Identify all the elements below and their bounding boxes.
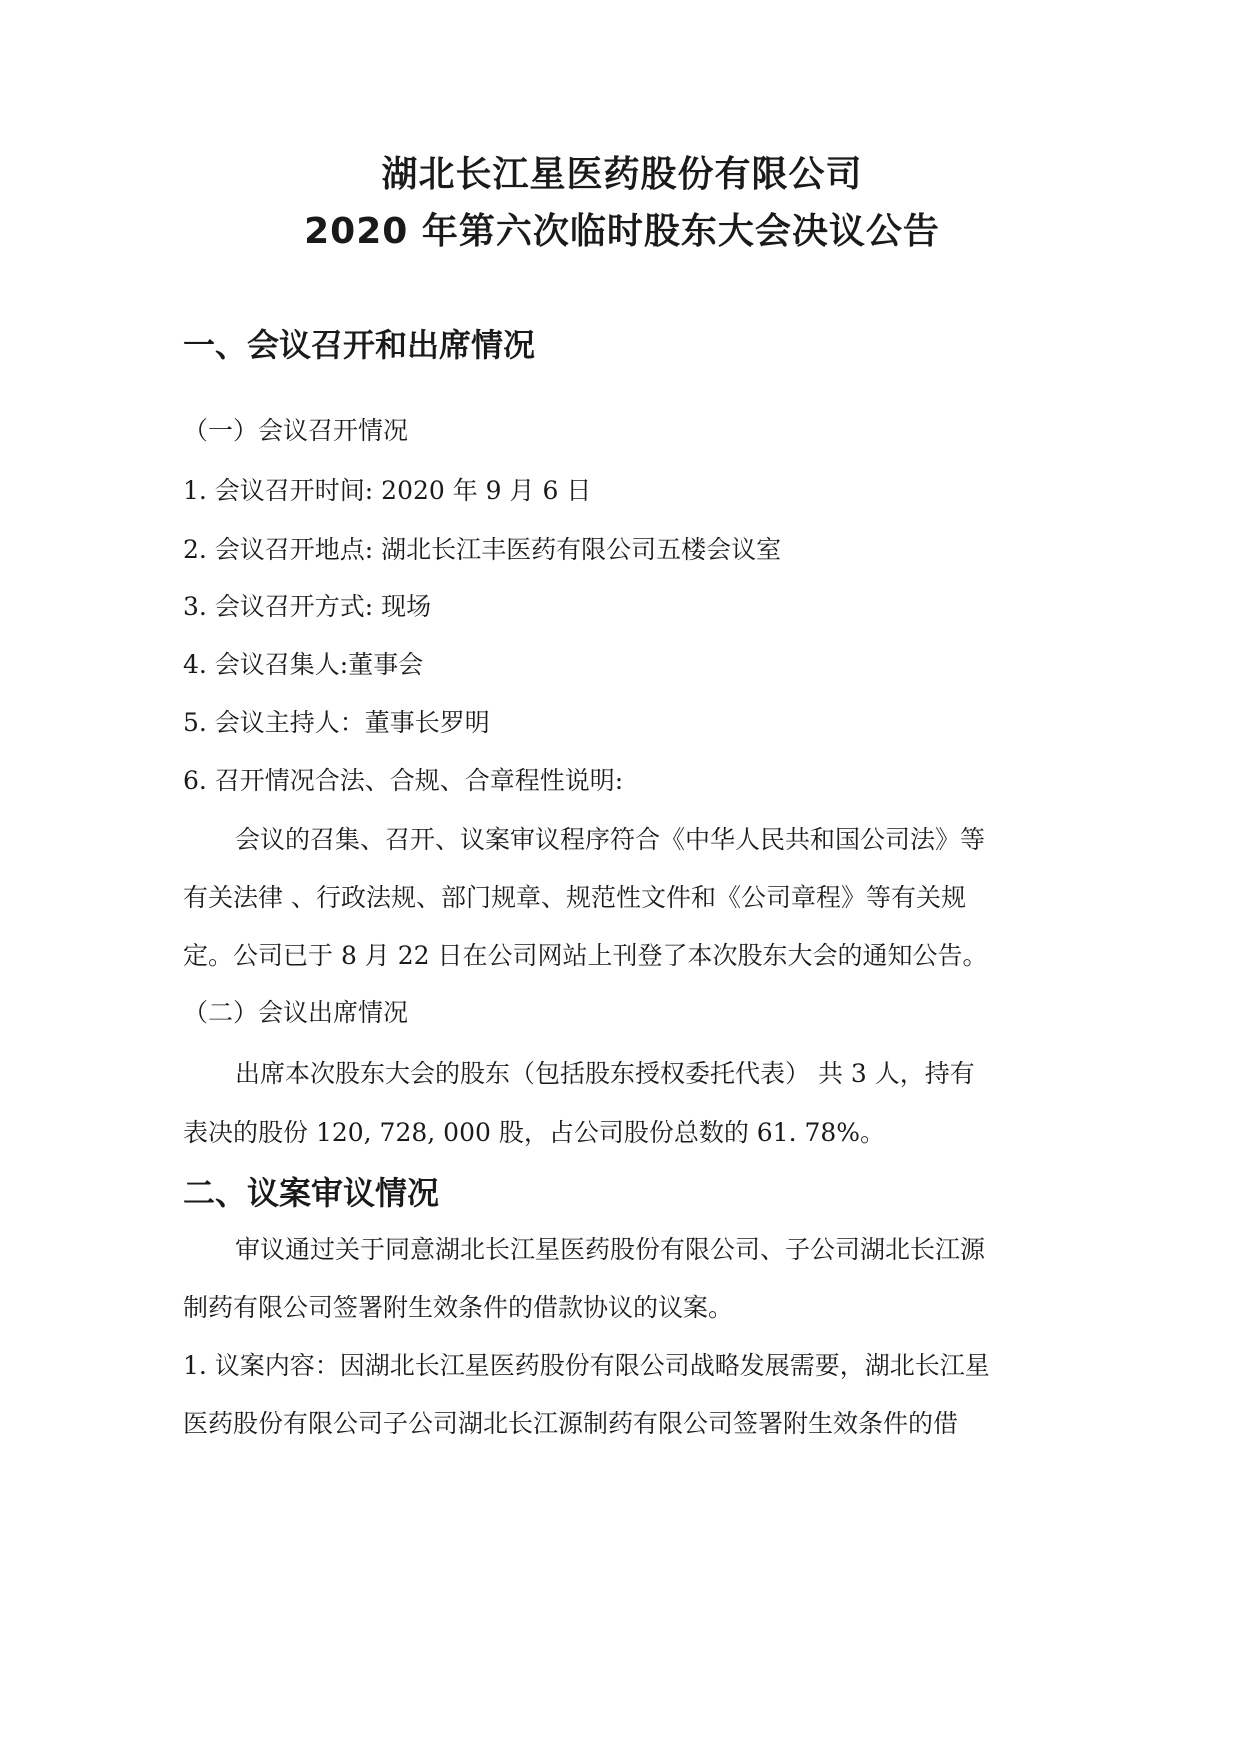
attendance-line: 表决的股份 120, 728, 000 股，占公司股份总数的 61. 78%。 bbox=[183, 1118, 886, 1147]
item-meeting-method: 3. 会议召开方式: 现场 bbox=[183, 592, 432, 621]
item-meeting-convener: 4. 会议召集人:董事会 bbox=[183, 650, 424, 679]
proposal-content-line: 1. 议案内容：因湖北长江星医药股份有限公司战略发展需要，湖北长江星 bbox=[183, 1351, 990, 1380]
item-meeting-time: 1. 会议召开时间: 2020 年 9 月 6 日 bbox=[183, 476, 592, 505]
section2-heading: 二、议案审议情况 bbox=[183, 1174, 440, 1212]
sub2-heading: （二）会议出席情况 bbox=[183, 998, 409, 1027]
legal-para-line: 会议的召集、召开、议案审议程序符合《中华人民共和国公司法》等 bbox=[235, 825, 986, 854]
sub1-heading: （一）会议召开情况 bbox=[183, 416, 409, 445]
legal-para-line: 定。公司已于 8 月 22 日在公司网站上刊登了本次股东大会的通知公告。 bbox=[183, 941, 988, 970]
item-legality-note: 6. 召开情况合法、合规、合章程性说明: bbox=[183, 766, 624, 795]
legal-para-line: 有关法律 、行政法规、部门规章、规范性文件和《公司章程》等有关规 bbox=[183, 883, 966, 912]
document-title-line2: 2020 年第六次临时股东大会决议公告 bbox=[304, 211, 940, 252]
item-meeting-location: 2. 会议召开地点: 湖北长江丰医药有限公司五楼会议室 bbox=[183, 535, 782, 564]
proposal-para-line: 审议通过关于同意湖北长江星医药股份有限公司、子公司湖北长江源 bbox=[235, 1235, 986, 1264]
item-meeting-host: 5. 会议主持人：董事长罗明 bbox=[183, 708, 490, 737]
section1-heading: 一、会议召开和出席情况 bbox=[183, 326, 536, 364]
attendance-line: 出席本次股东大会的股东（包括股东授权委托代表） 共 3 人，持有 bbox=[235, 1059, 975, 1088]
proposal-para-line: 制药有限公司签署附生效条件的借款协议的议案。 bbox=[183, 1293, 734, 1322]
proposal-content-line: 医药股份有限公司子公司湖北长江源制药有限公司签署附生效条件的借 bbox=[183, 1409, 959, 1438]
document-title-line1: 湖北长江星医药股份有限公司 bbox=[381, 154, 863, 195]
